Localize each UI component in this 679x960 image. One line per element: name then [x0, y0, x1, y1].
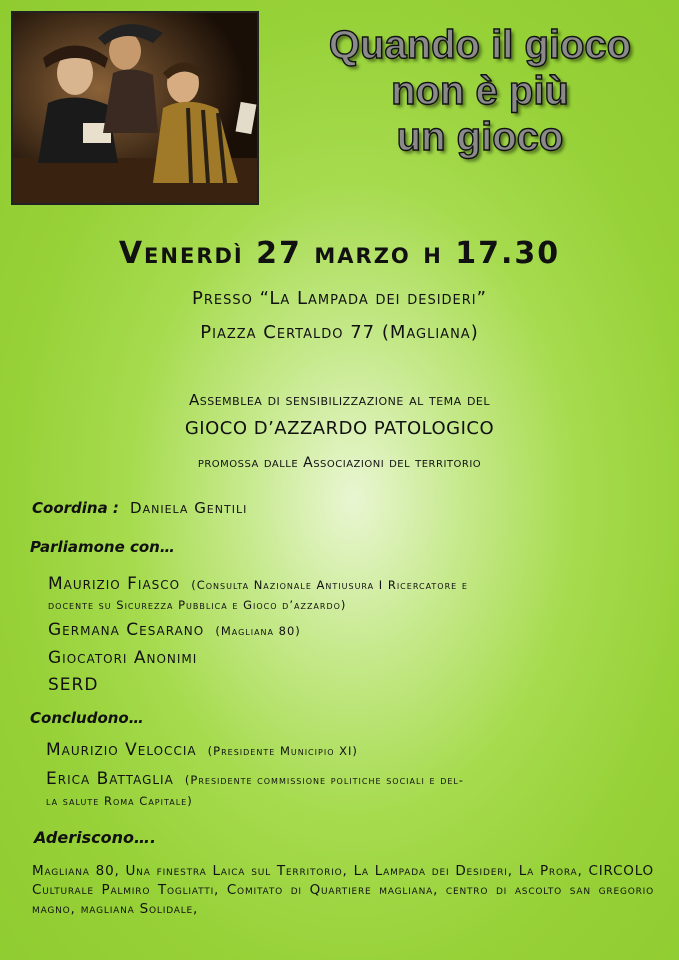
speaker-row: [48, 620, 301, 640]
speaker-note-cont: docente su Sicurezza Pubblica e Gioco d’azzardo): [48, 598, 347, 612]
assembly-promoters: promossa dalle Associazioni del territorio: [197, 455, 482, 471]
speaker-name: SERD: [48, 675, 99, 695]
title-line-1: Quando il gioco: [328, 23, 632, 67]
speaker-note: (Presidente Municipio XI): [207, 744, 358, 758]
speaker-name: Maurizio Fiasco: [48, 574, 181, 594]
painting-image: [11, 11, 259, 205]
assembly-topic: GIOCO D’AZZARDO PATOLOGICO: [184, 418, 495, 439]
event-date: Venerdì 27 marzo h 17.30: [118, 236, 561, 271]
venue-address: Piazza Certaldo 77 (Magliana): [200, 322, 479, 343]
speaker-row: [48, 574, 468, 594]
speaker-note: (Consulta Nazionale Antiusura I Ricercatore e: [191, 578, 468, 592]
coordina-name: Daniela Gentili: [130, 499, 248, 517]
aderiscono-list: Magliana 80, Una finestra Laica sul Territorio, La Lampada dei Desideri, La Prora, CIRCOLO Culturale Palmiro Togliatti, Comitato di Quartiere magliana, centro di ascolto san gregorio magno, magliana Solidale,: [32, 863, 654, 917]
venue-name: Presso “La Lampada dei desideri”: [192, 288, 487, 309]
assembly-intro: Assemblea di sensibilizzazione al tema del: [188, 391, 491, 409]
speaker-note: (Presidente commissione politiche sociali e del-: [184, 773, 465, 787]
title-line-2: non è più: [391, 69, 569, 113]
speaker-name: Erica Battaglia: [46, 769, 174, 789]
poster-title: [290, 22, 670, 160]
coordina-row: [32, 498, 247, 517]
speaker-name: Giocatori Anonimi: [48, 648, 198, 668]
speaker-name: Germana Cesarano: [48, 620, 205, 640]
speaker-note-cont: la salute Roma Capitale): [46, 794, 193, 808]
title-line-3: un gioco: [396, 115, 564, 159]
speaker-row: [46, 740, 358, 760]
aderiscono-label: Aderiscono….: [34, 828, 157, 847]
concludono-label: Concludono…: [30, 709, 144, 727]
speaker-name: Maurizio Veloccia: [46, 740, 197, 760]
parliamone-label: Parliamone con…: [30, 538, 175, 556]
speaker-row: [46, 769, 464, 789]
coordina-label: Coordina :: [32, 499, 119, 517]
speaker-note: (Magliana 80): [215, 624, 301, 638]
